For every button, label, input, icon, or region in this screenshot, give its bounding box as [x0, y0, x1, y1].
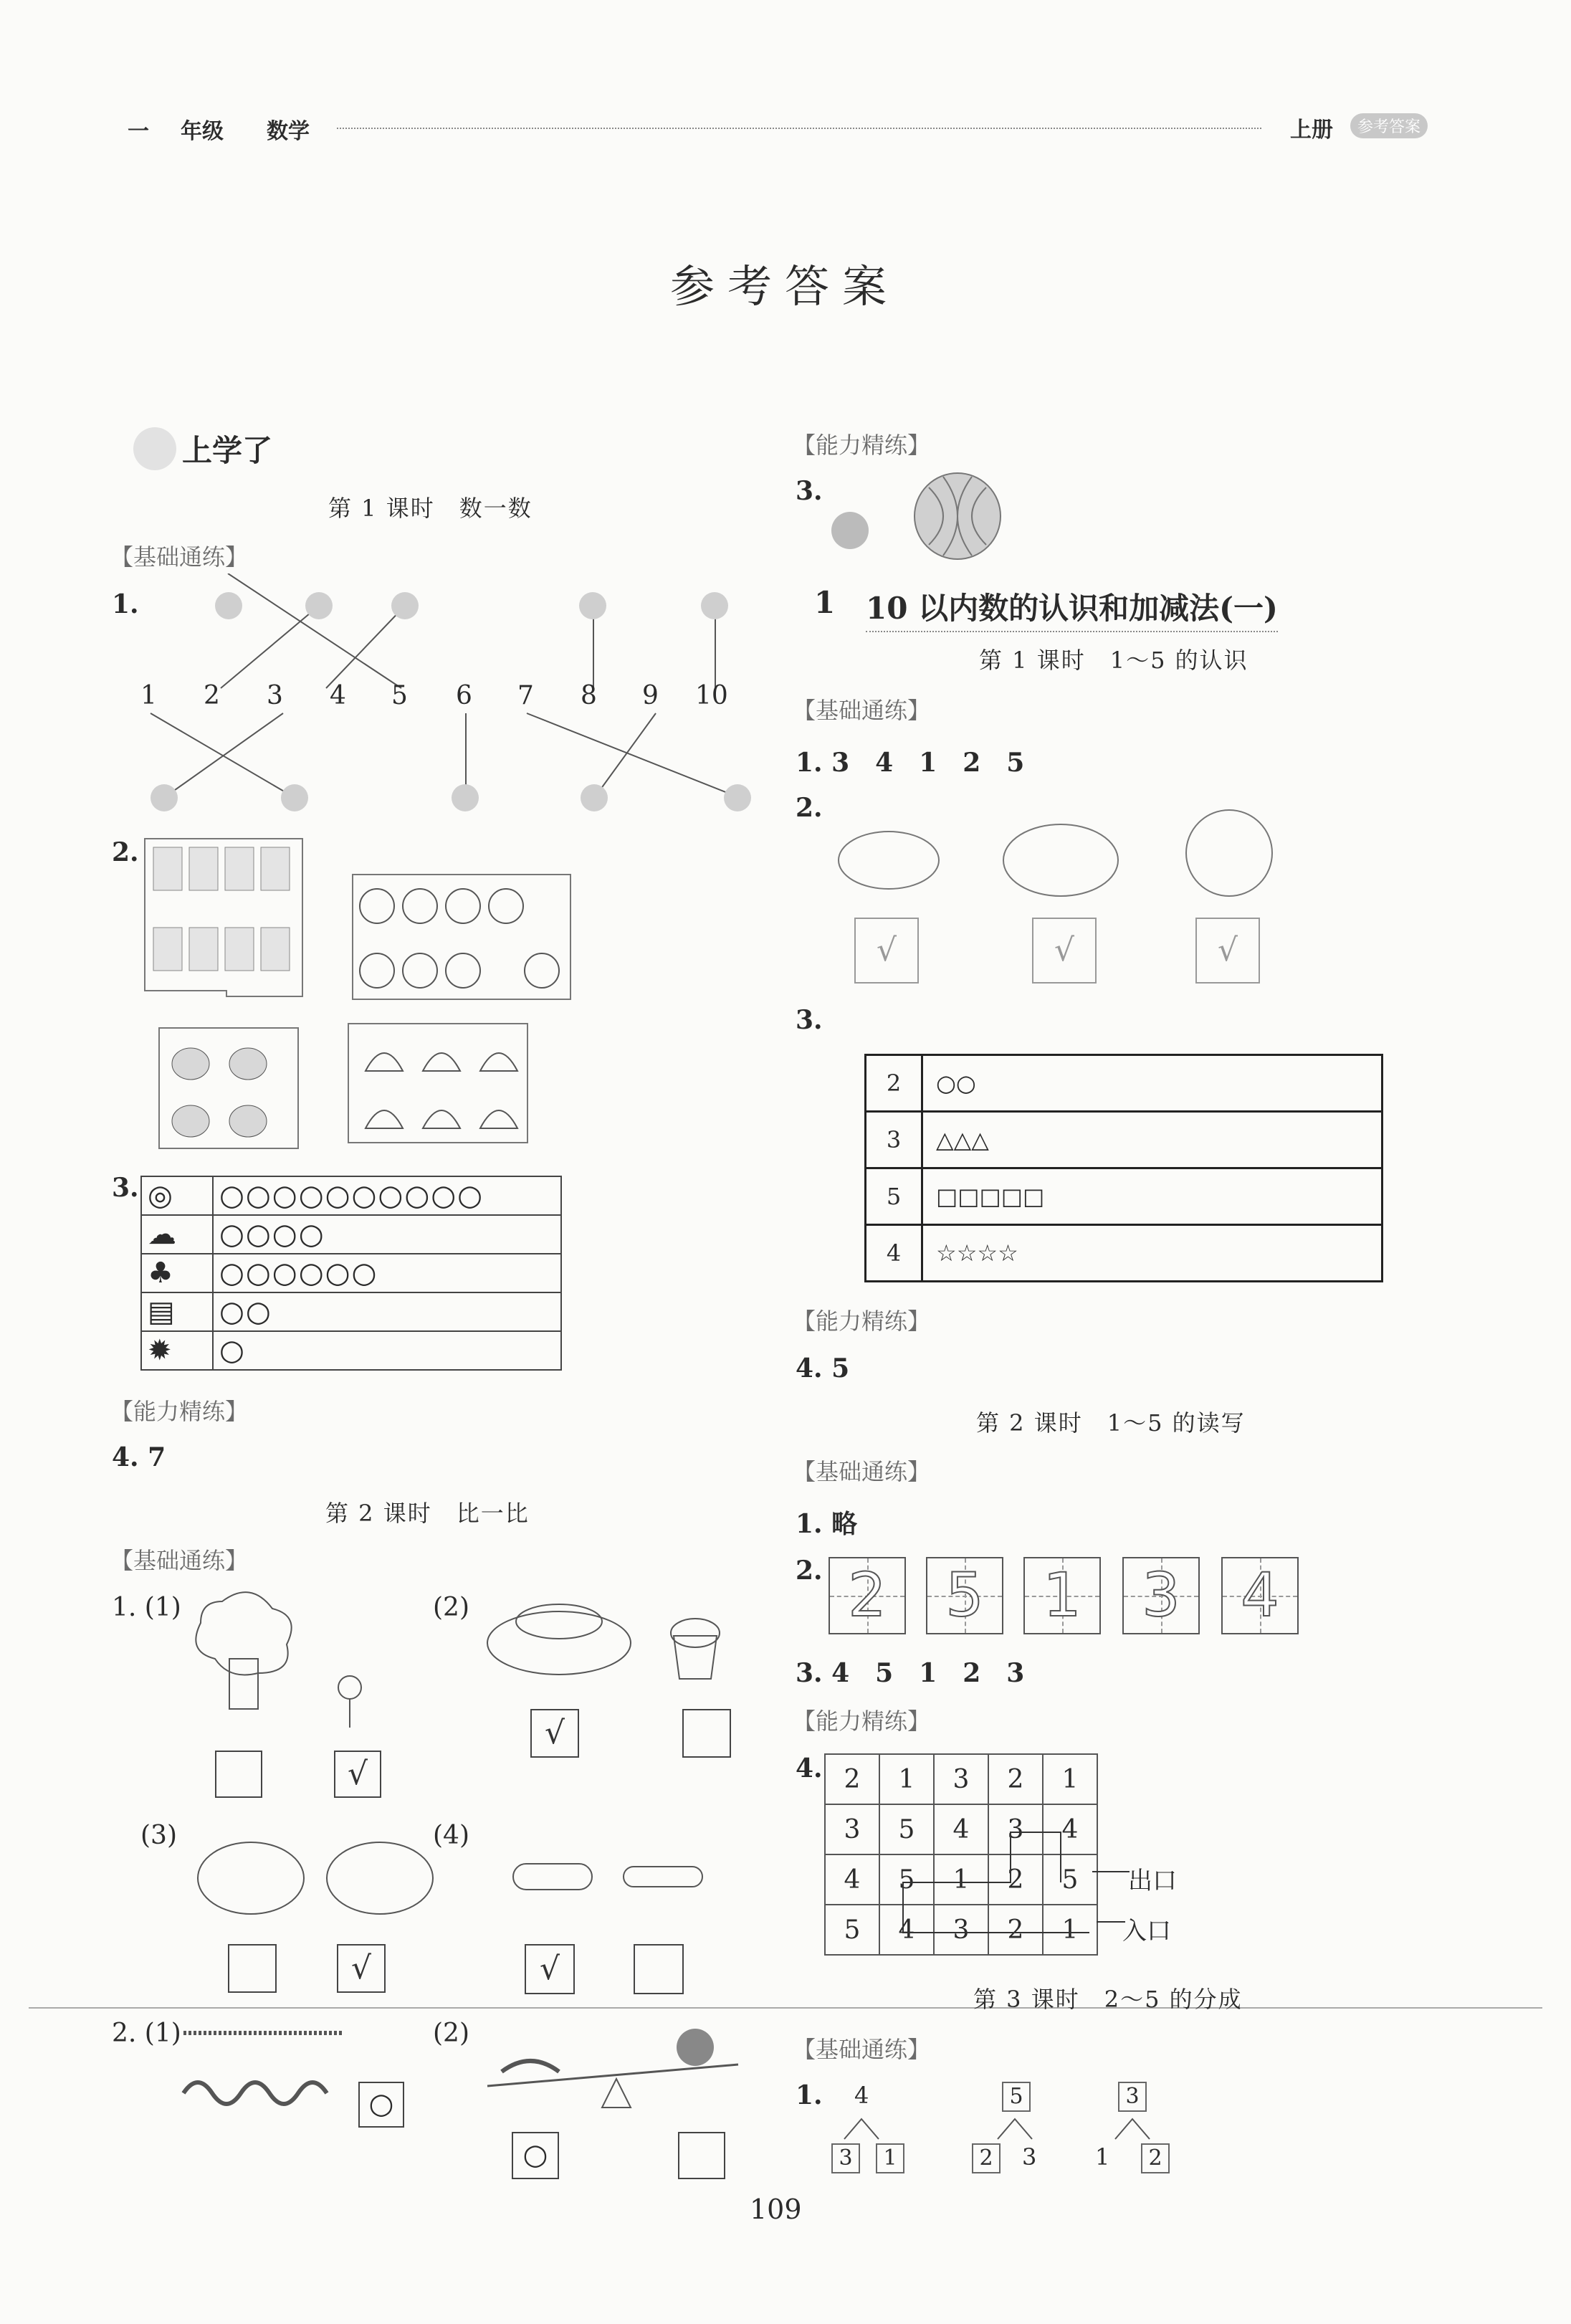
header-grade: 一	[128, 119, 149, 144]
split-top-box: 3	[1118, 2082, 1147, 2112]
answer-box-circled: ○	[358, 2082, 404, 2128]
header-rule	[337, 128, 1261, 129]
page-number: 109	[750, 2194, 802, 2225]
lesson-2-title: 第 2 课时 比一比	[325, 1500, 530, 1527]
grouping-illustration	[140, 834, 585, 1150]
r-ability-label-2: 【能力精练】	[793, 1308, 931, 1335]
match-dot-top	[215, 592, 242, 619]
tally-row	[141, 1176, 561, 1215]
table-row	[866, 1055, 1383, 1112]
answer-box	[215, 1751, 262, 1798]
fruit-illustration	[829, 466, 1008, 566]
table-count: 3	[866, 1112, 922, 1168]
tally-row	[141, 1215, 561, 1254]
baskets-illustration	[194, 1821, 452, 1921]
balance-illustration	[473, 2014, 760, 2122]
q1-1-label: 1. (1)	[112, 1593, 181, 1622]
match-line	[527, 713, 738, 797]
basic-label: 【基础通练】	[110, 543, 249, 571]
answer-box-checked: √	[525, 1944, 575, 1994]
match-dot-top	[579, 592, 606, 619]
part-4-label: (4)	[433, 1821, 469, 1850]
part-2-label: (2)	[433, 1593, 469, 1622]
ability-label-r: 【能力精练】	[793, 432, 931, 459]
r-l2q3-answer: 3. 4 5 1 2 3	[796, 1658, 1025, 1688]
answer-box	[678, 2132, 725, 2179]
r-l3q1-label: 1.	[796, 2080, 823, 2110]
match-line	[228, 573, 401, 688]
split-right-box: 1	[876, 2143, 904, 2173]
lesson-1-title: 第 1 课时 数一数	[328, 495, 533, 522]
q4-answer: 4. 7	[112, 1442, 166, 1472]
table-count: 5	[866, 1168, 922, 1225]
tally-circles: ○○○○	[213, 1215, 561, 1254]
table-count: 2	[866, 1055, 922, 1112]
exit-label: 出口	[1128, 1867, 1177, 1895]
q3-label: 3.	[112, 1173, 139, 1203]
unit-icon	[133, 427, 176, 470]
writing-cell	[926, 1557, 1003, 1634]
answer-box-checked: √	[1032, 918, 1097, 984]
match-number: 4	[330, 681, 346, 710]
writing-cell	[1023, 1557, 1101, 1634]
match-number: 10	[695, 681, 728, 710]
answer-box-circled: ○	[512, 2132, 559, 2179]
match-number: 1	[140, 681, 157, 710]
table-row	[866, 1168, 1383, 1225]
answer-box-checked: √	[854, 918, 919, 984]
chapter-number: 1	[814, 585, 836, 620]
entry-label: 入口	[1122, 1917, 1171, 1946]
q2-1-label: 2. (1)	[112, 2019, 181, 2048]
answer-box-checked: √	[337, 1944, 386, 1993]
header-subject: 数学	[267, 119, 310, 144]
split-right: 3	[1022, 2143, 1037, 2171]
header-grade-word: 年级	[181, 119, 224, 144]
writing-cell	[1221, 1557, 1299, 1634]
entry-arrow	[1097, 1921, 1125, 1923]
tally-row	[141, 1292, 561, 1331]
match-dot-top	[305, 592, 333, 619]
tally-circles: ○○○○○○○○○○	[213, 1176, 561, 1215]
writing-cell	[1122, 1557, 1200, 1634]
r-basic-label-3: 【基础通练】	[793, 2036, 931, 2063]
cake-illustration	[480, 1593, 738, 1693]
answer-box	[682, 1709, 731, 1758]
match-number: 5	[391, 681, 408, 710]
match-dot-bottom	[151, 784, 178, 811]
page-title: 参考答案	[670, 260, 900, 313]
header-badge: 参考答案	[1350, 113, 1428, 138]
tally-pic: ☁	[141, 1215, 213, 1254]
split-top: 4	[854, 2082, 869, 2109]
match-dot-bottom	[452, 784, 479, 811]
answer-box-checked: √	[334, 1751, 381, 1798]
tally-table	[140, 1176, 562, 1371]
split-top-box: 5	[1002, 2082, 1031, 2112]
answer-box	[228, 1944, 277, 1993]
r-l2q1-answer: 1. 略	[796, 1509, 858, 1539]
r-q3a-label: 3.	[796, 476, 823, 506]
part-2b-label: (2)	[433, 2019, 469, 2048]
page-fold-line	[29, 2007, 1542, 2009]
r-lesson-2-title: 第 2 课时 1～5 的读写	[976, 1409, 1246, 1437]
table-symbols: ○○	[922, 1055, 1383, 1112]
r-q4-answer: 4. 5	[796, 1353, 850, 1384]
ability-label: 【能力精练】	[110, 1398, 249, 1425]
match-line	[165, 713, 283, 797]
match-dot-bottom	[724, 784, 751, 811]
writing-digit: 5	[945, 1560, 984, 1630]
split-right-box: 2	[1141, 2143, 1170, 2173]
r-l2q4-label: 4.	[796, 1753, 823, 1784]
match-dot-bottom	[281, 784, 308, 811]
match-number: 7	[517, 681, 534, 710]
match-line	[595, 713, 656, 797]
split-left: 1	[1095, 2143, 1110, 2171]
writing-digit: 1	[1043, 1560, 1081, 1630]
split-left-box: 3	[831, 2143, 860, 2173]
basic-label-2: 【基础通练】	[110, 1547, 249, 1574]
writing-digit: 4	[1241, 1560, 1279, 1630]
table-count: 4	[866, 1225, 922, 1282]
tally-pic: ▤	[141, 1292, 213, 1331]
writing-cell	[829, 1557, 906, 1634]
header-volume: 上册	[1290, 118, 1333, 143]
table-symbols: ☆☆☆☆	[922, 1225, 1383, 1282]
match-dot-top	[701, 592, 728, 619]
r-basic-label-2: 【基础通练】	[793, 1458, 931, 1485]
tally-pic: ◎	[141, 1176, 213, 1215]
table-symbols: △△△	[922, 1112, 1383, 1168]
match-dot-top	[391, 592, 419, 619]
chapter-title: 10 以内数的认识和加减法(一)	[866, 585, 1278, 632]
table-row	[866, 1112, 1383, 1168]
table-row	[866, 1225, 1383, 1282]
rope-illustration	[179, 2021, 351, 2108]
table-symbols: □□□□□	[922, 1168, 1383, 1225]
writing-digit: 3	[1142, 1560, 1180, 1630]
r-q2-label: 2.	[796, 793, 823, 823]
r-ability-label-3: 【能力精练】	[793, 1708, 931, 1735]
tally-circles: ○○	[213, 1292, 561, 1331]
match-number: 8	[581, 681, 597, 710]
match-number: 6	[456, 681, 472, 710]
q1-label: 1.	[112, 589, 139, 619]
answer-box-checked: √	[1195, 918, 1260, 984]
q2-label: 2.	[112, 837, 139, 867]
r-lesson-1-title: 第 1 课时 1～5 的认识	[979, 647, 1248, 674]
part-3-label: (3)	[140, 1821, 177, 1850]
r-q3-label: 3.	[796, 1005, 823, 1035]
tally-pic: ✹	[141, 1331, 213, 1370]
logs-illustration	[509, 1859, 724, 1895]
symbol-table	[864, 1054, 1383, 1282]
r-l2q2-label: 2.	[796, 1556, 823, 1586]
tally-pic: ♣	[141, 1254, 213, 1292]
match-dot-bottom	[581, 784, 608, 811]
exit-arrow	[1092, 1871, 1130, 1872]
tally-row	[141, 1254, 561, 1292]
writing-digit: 2	[848, 1560, 887, 1630]
match-line	[151, 713, 294, 797]
split-left-box: 2	[972, 2143, 1001, 2173]
answer-box	[634, 1944, 684, 1994]
match-number: 9	[642, 681, 659, 710]
tally-circles: ○○○○○○	[213, 1254, 561, 1292]
maze-grid: 2 1 3 2 1 3 5 4 3 4 4 5 1 2 5 5 4 3 2 1	[824, 1753, 1098, 1956]
tally-circles: ○	[213, 1331, 561, 1370]
r-lesson-3-title: 第 3 课时 2～5 的分成	[973, 1986, 1243, 2013]
match-line	[221, 606, 319, 688]
match-number: 3	[267, 681, 283, 710]
tally-row	[141, 1331, 561, 1370]
match-number: 2	[204, 681, 220, 710]
tree-flower-illustration	[179, 1587, 394, 1730]
r-basic-label: 【基础通练】	[793, 697, 931, 724]
unit-title: 上学了	[182, 433, 273, 468]
maze-path	[824, 1753, 1140, 1954]
answer-box-checked: √	[530, 1709, 579, 1758]
r-q1-answer: 1. 3 4 1 2 5	[796, 748, 1025, 778]
animals-illustration	[831, 796, 1290, 910]
